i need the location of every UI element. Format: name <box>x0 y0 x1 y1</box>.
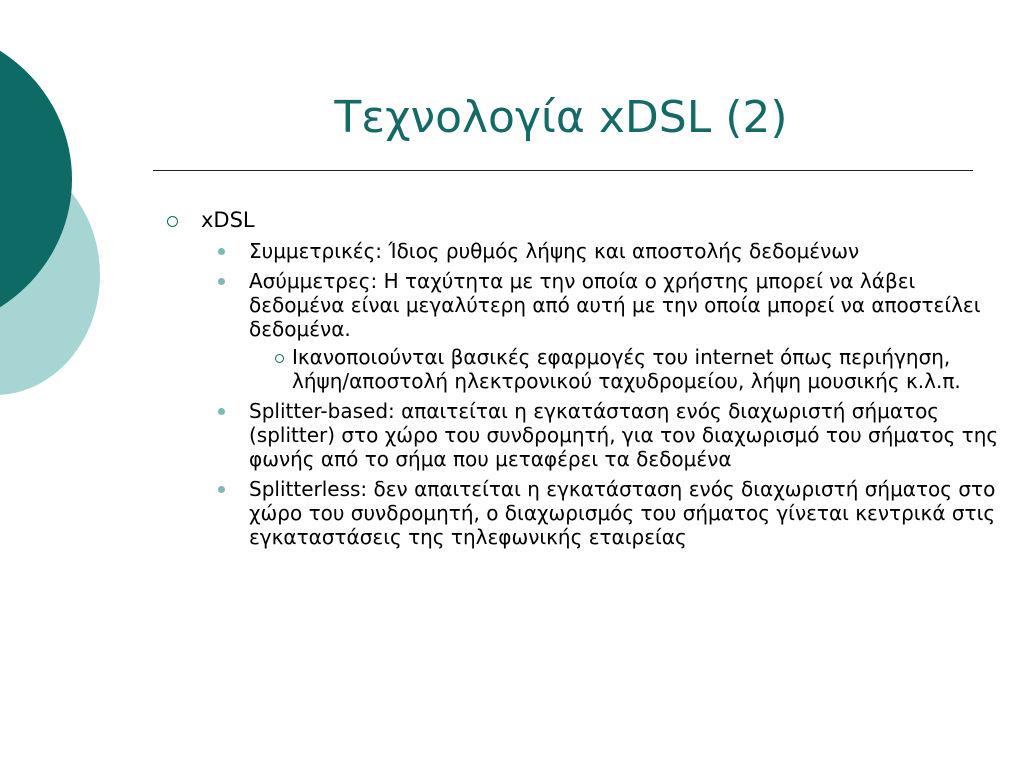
bullet-symmetric <box>213 239 1000 263</box>
bullet-asymmetric-sub <box>273 345 1000 393</box>
slide-content <box>165 207 1000 549</box>
filled-dot-bullet-icon <box>218 408 225 415</box>
bullet-text: Splitter-based: απαιτείται η εγκατάσταση ενός διαχωριστή σήματος (splitter) στο χώρο του συνδρομητή, για τον διαχωρισμό του σήματος της φωνής από το σήμα που μεταφέρει τα δεδομένα <box>249 399 999 471</box>
bullet-splitterless <box>213 477 1000 549</box>
title-divider <box>153 170 973 171</box>
slide-title: Τεχνολογία xDSL (2) <box>334 92 788 143</box>
hollow-circle-bullet-icon <box>167 216 178 227</box>
bullet-text: xDSL <box>201 208 255 232</box>
bullet-text: Ικανοποιούνται βασικές εφαρμογές του internet όπως περιήγηση, λήψη/αποστολή ηλεκτρονικού ταχυδρομείου, λήψη μουσικής κ.λ.π. <box>292 345 961 393</box>
bullet-text: Splitterless: δεν απαιτείται η εγκατάσταση ενός διαχωριστή σήματος στο χώρο του συνδρομητή, ο διαχωρισμός του σήματος γίνεται κεντρικά στις εγκαταστάσεις της τηλεφωνικής εταιρείας <box>249 477 996 549</box>
hollow-circle-bullet-icon <box>275 354 284 363</box>
bullet-asymmetric <box>213 269 1000 341</box>
bullet-text: Συμμετρικές: Ίδιος ρυθμός λήψης και αποστολής δεδομένων <box>249 239 860 263</box>
filled-dot-bullet-icon <box>218 248 225 255</box>
filled-dot-bullet-icon <box>218 278 225 285</box>
bullet-text: Ασύμμετρες: Η ταχύτητα με την οποία ο χρήστης μπορεί να λάβει δεδομένα είναι μεγαλύτερη από αυτή με την οποία μπορεί να αποστείλει δεδομένα. <box>249 269 981 341</box>
filled-dot-bullet-icon <box>218 486 225 493</box>
bullet-splitter-based <box>213 399 1000 471</box>
bullet-xdsl <box>165 207 1000 233</box>
